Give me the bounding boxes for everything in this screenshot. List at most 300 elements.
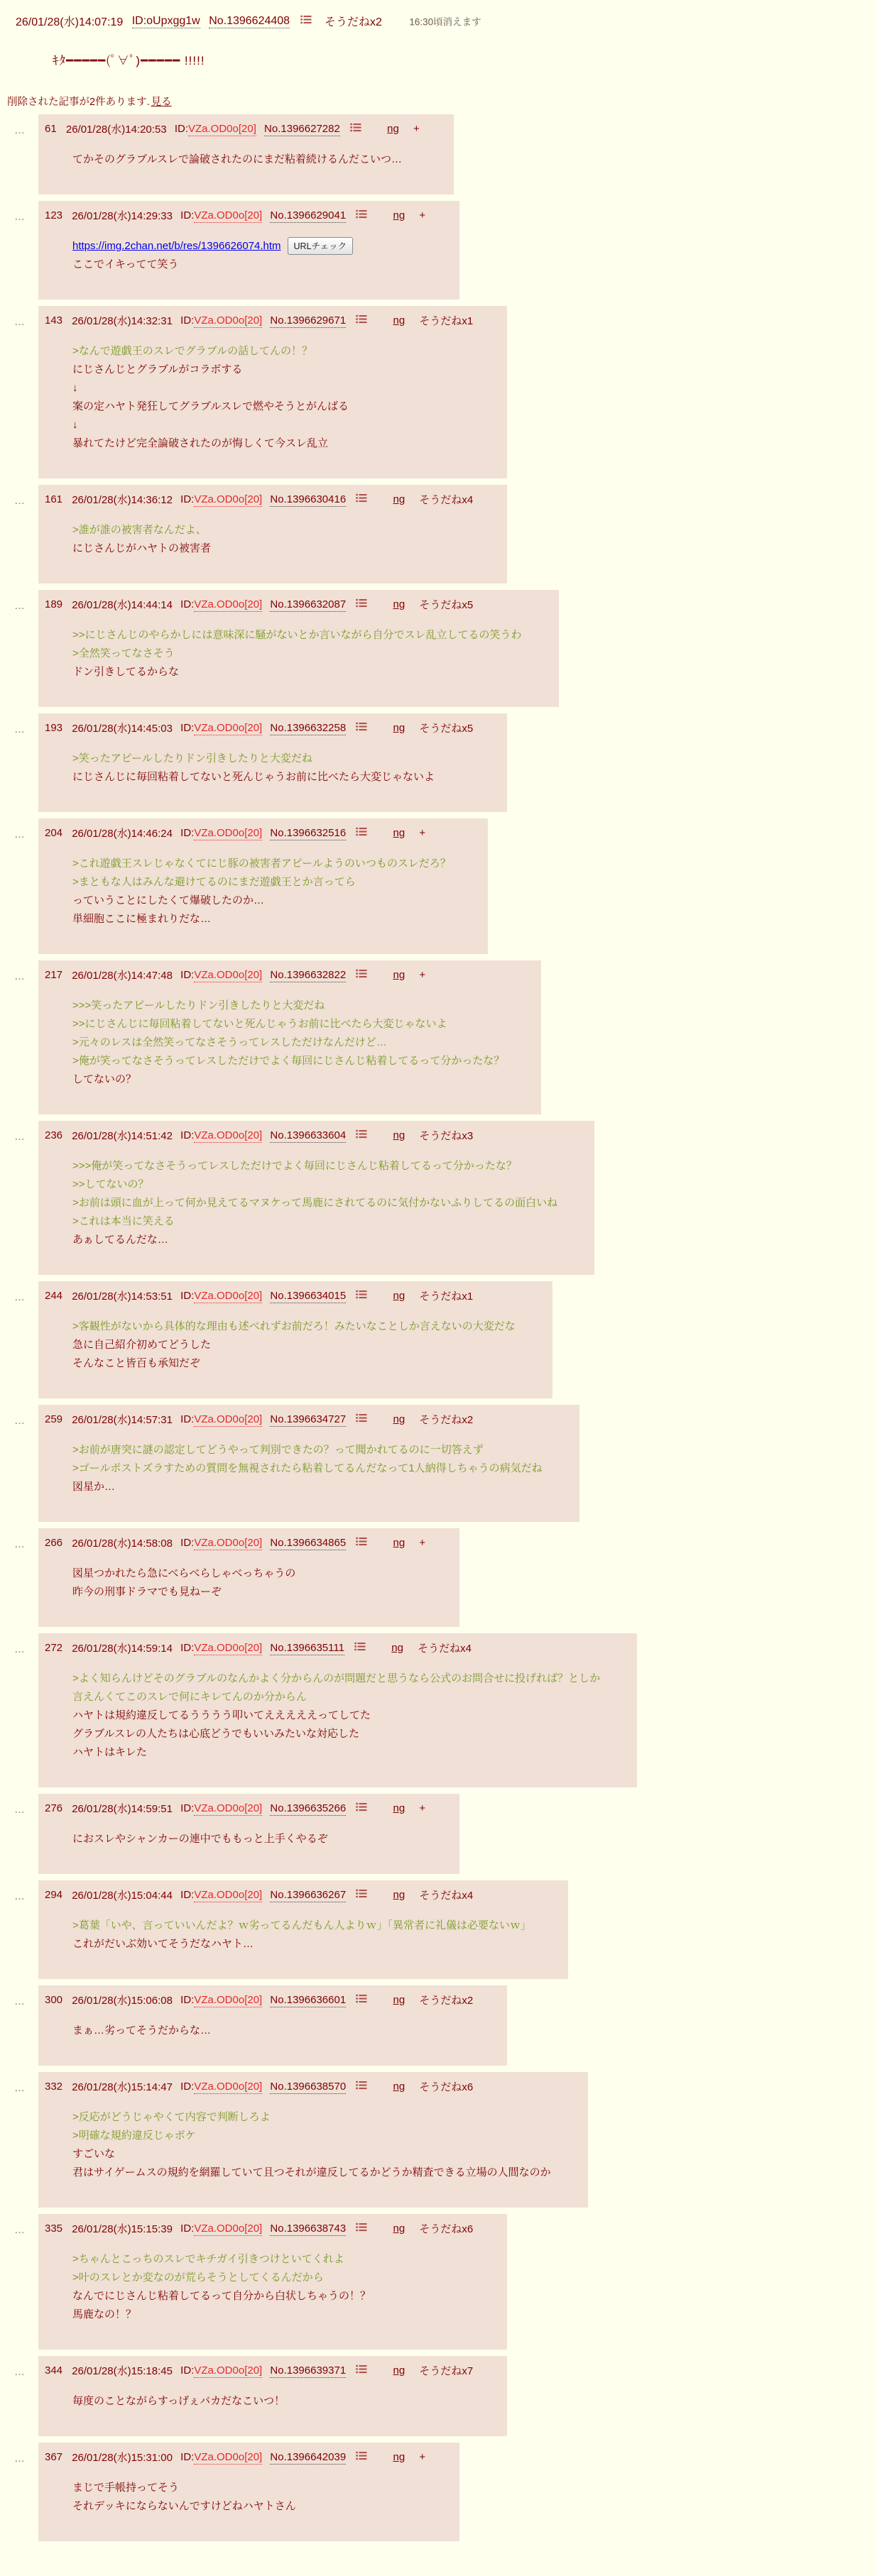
quote-line: >俺が笑ってなさそうってレスしただけでよく毎回にじさんじ粘着してるって分かったな？ bbox=[72, 1055, 505, 1067]
post-date: 26/01/28(水)14:44:14 bbox=[72, 599, 173, 611]
post-menu-icon[interactable] bbox=[356, 2451, 367, 2463]
post-id[interactable]: VZa.OD0o[20] bbox=[194, 2223, 263, 2235]
post-body bbox=[72, 1670, 600, 1762]
post-id[interactable]: VZa.OD0o[20] bbox=[194, 827, 263, 839]
post-body bbox=[72, 1317, 516, 1373]
post-body bbox=[72, 2108, 551, 2182]
sodane-button[interactable]: + bbox=[419, 2451, 426, 2463]
text-line: まぁ…劣ってそうだからな… bbox=[72, 2024, 212, 2037]
post-body bbox=[72, 1441, 543, 1496]
sodane-button[interactable]: そうだねx2 bbox=[419, 1414, 474, 1426]
post-date: 26/01/28(水)15:04:44 bbox=[72, 1890, 173, 1902]
ng-link[interactable]: ng bbox=[393, 827, 405, 839]
post-body bbox=[72, 1830, 423, 1848]
post-body bbox=[72, 2022, 470, 2040]
post-no[interactable]: No.1396629041 bbox=[270, 209, 347, 221]
post-quick-menu-dots[interactable]: … bbox=[14, 1538, 26, 1550]
post-body bbox=[72, 150, 417, 169]
post-date: 26/01/28(水)15:15:39 bbox=[72, 2223, 173, 2235]
post-quick-menu-dots[interactable]: … bbox=[14, 2082, 26, 2094]
post-header bbox=[45, 1640, 603, 1655]
post-quick-menu-dots[interactable]: … bbox=[14, 1291, 26, 1303]
post-id-label: ID: bbox=[180, 493, 195, 505]
quote-line: >これ遊戯王スレじゃなくてにじ豚の被害者アピールようのいつものスレだろ？ bbox=[72, 857, 451, 870]
text-line: そんなこと皆百も承知だぞ bbox=[72, 1357, 201, 1369]
post-body bbox=[72, 1917, 531, 1953]
ng-link[interactable]: ng bbox=[393, 969, 405, 981]
post-number[interactable]: 143 bbox=[45, 314, 63, 327]
post-id[interactable]: VZa.OD0o[20] bbox=[194, 493, 263, 505]
post-box bbox=[38, 1794, 459, 1874]
post-number[interactable]: 123 bbox=[45, 209, 63, 221]
text-line: 急に自己紹介初めてどうした bbox=[72, 1339, 212, 1351]
post-body bbox=[72, 1564, 423, 1601]
op-id[interactable]: ID:oUpxgg1w bbox=[131, 14, 200, 27]
sodane-button[interactable]: そうだねx3 bbox=[419, 1130, 474, 1142]
post-id-label: ID: bbox=[180, 2364, 195, 2377]
post-number[interactable]: 332 bbox=[45, 2081, 63, 2093]
text-line: てかそのグラブルスレで論破されたのにまだ粘着続けるんだこいつ… bbox=[72, 153, 402, 165]
quote-line: >>にじさんじのやらかしには意味深に騒がないとか言いながら自分でスレ乱立してるの笑うわ bbox=[72, 629, 522, 641]
post-number[interactable]: 266 bbox=[45, 1537, 63, 1549]
post-date: 26/01/28(水)15:18:45 bbox=[72, 2365, 173, 2377]
post-id-label: ID: bbox=[180, 827, 195, 839]
post-menu-icon[interactable] bbox=[356, 1413, 367, 1425]
post-row bbox=[6, 1528, 877, 1627]
post-no[interactable]: No.1396629671 bbox=[270, 314, 347, 327]
text-line: まじで手帳持ってそう bbox=[72, 2482, 180, 2494]
post-id[interactable]: VZa.OD0o[20] bbox=[187, 123, 256, 135]
post-no[interactable]: No.1396635111 bbox=[270, 1642, 344, 1654]
post-date: 26/01/28(水)14:58:08 bbox=[72, 1538, 173, 1550]
post-id-label: ID: bbox=[180, 598, 195, 610]
ng-link[interactable]: ng bbox=[393, 598, 405, 610]
post-number[interactable]: 236 bbox=[45, 1129, 63, 1141]
post-header bbox=[45, 1535, 425, 1550]
post-menu-icon[interactable] bbox=[354, 1642, 366, 1654]
post-box bbox=[38, 306, 507, 478]
post-id-label: ID: bbox=[180, 2223, 195, 2235]
post-id[interactable]: VZa.OD0o[20] bbox=[194, 1413, 263, 1425]
post-menu-icon[interactable] bbox=[356, 493, 367, 505]
post-id[interactable]: VZa.OD0o[20] bbox=[194, 598, 263, 610]
sodane-button[interactable]: そうだねx5 bbox=[419, 723, 474, 735]
post-id[interactable]: VZa.OD0o[20] bbox=[194, 1290, 263, 1302]
text-line: にじさんじとグラブルがコラボする bbox=[72, 363, 243, 376]
post-row bbox=[6, 2443, 877, 2541]
post-quick-menu-dots[interactable]: … bbox=[14, 1890, 26, 1902]
ng-link[interactable]: ng bbox=[393, 1889, 405, 1901]
post-number[interactable]: 189 bbox=[45, 598, 63, 610]
sodane-button[interactable]: + bbox=[419, 209, 426, 221]
post-quick-menu-dots[interactable]: … bbox=[14, 124, 26, 136]
text-line: 案の定ハヤト発狂してグラブルスレで燃やそうとがんばる bbox=[72, 400, 349, 412]
sodane-button[interactable]: そうだねx1 bbox=[419, 1290, 474, 1303]
sodane-button[interactable]: そうだねx6 bbox=[419, 2223, 474, 2235]
post-row bbox=[6, 485, 877, 583]
post-header bbox=[45, 1801, 425, 1816]
post-no[interactable]: No.1396633604 bbox=[270, 1129, 347, 1141]
post-date: 26/01/28(水)15:31:00 bbox=[72, 2452, 173, 2464]
post-number[interactable]: 217 bbox=[45, 969, 63, 981]
post-id-label: ID: bbox=[180, 209, 195, 221]
post-quick-menu-dots[interactable]: … bbox=[14, 723, 26, 735]
post-body bbox=[72, 626, 522, 681]
text-line: ハヤトはキレた bbox=[72, 1746, 147, 1758]
ng-link[interactable]: ng bbox=[393, 1802, 405, 1814]
post-id-label: ID: bbox=[180, 1413, 195, 1425]
post-date: 26/01/28(水)14:47:48 bbox=[72, 970, 173, 982]
post-number[interactable]: 161 bbox=[45, 493, 63, 505]
post-row bbox=[6, 1880, 877, 1979]
quote-line: >お前が唐突に謎の認定してどうやって判別できたの？って聞かれてるのに一切答えず bbox=[72, 1444, 484, 1456]
post-box bbox=[38, 1405, 579, 1522]
sodane-button[interactable]: + bbox=[419, 827, 426, 839]
post-box bbox=[38, 485, 507, 583]
post-no[interactable]: No.1396632822 bbox=[270, 969, 347, 981]
ng-link[interactable]: ng bbox=[393, 2081, 405, 2093]
post-no[interactable]: No.1396632516 bbox=[270, 827, 347, 839]
post-header bbox=[45, 2079, 554, 2094]
post-quick-menu-dots[interactable]: … bbox=[14, 2452, 26, 2465]
sodane-count[interactable]: そうだねx2 bbox=[324, 16, 382, 28]
post-id[interactable]: VZa.OD0o[20] bbox=[194, 2081, 263, 2093]
sodane-button[interactable]: そうだねx6 bbox=[419, 2081, 474, 2093]
ng-link[interactable]: ng bbox=[391, 1642, 403, 1654]
post-row bbox=[6, 818, 877, 954]
post-menu-icon[interactable] bbox=[356, 1129, 367, 1141]
post-number[interactable]: 300 bbox=[45, 1994, 63, 2006]
post-box bbox=[38, 818, 488, 954]
quote-line: >>してないの？ bbox=[72, 1178, 149, 1190]
post-date: 26/01/28(水)15:06:08 bbox=[72, 1995, 173, 2007]
post-menu-icon[interactable] bbox=[356, 2081, 367, 2093]
post-no[interactable]: No.1396636267 bbox=[270, 1889, 347, 1901]
post-row bbox=[6, 1794, 877, 1874]
post-no[interactable]: No.1396635266 bbox=[270, 1802, 347, 1814]
post-number[interactable]: 276 bbox=[45, 1802, 63, 1814]
post-no[interactable]: No.1396627282 bbox=[264, 123, 340, 135]
sodane-button[interactable]: + bbox=[419, 1537, 426, 1549]
op-post-text: ｷﾀ━━━━━(ﾟ∀ﾟ)━━━━━ !!!!! bbox=[53, 54, 205, 67]
post-body bbox=[72, 2250, 470, 2324]
post-row bbox=[6, 114, 877, 194]
text-line: にじさんじに毎回粘着してないと死んじゃうお前に比べたら大変じゃないよ bbox=[72, 771, 435, 783]
post-body bbox=[72, 237, 423, 274]
post-number[interactable]: 367 bbox=[45, 2451, 63, 2463]
post-id-label: ID: bbox=[180, 969, 195, 981]
post-no[interactable]: No.1396636601 bbox=[270, 1994, 347, 2006]
text-line: にじさんじがハヤトの被害者 bbox=[72, 542, 212, 554]
url-line bbox=[72, 237, 423, 256]
post-url-link[interactable]: https://img.2chan.net/b/res/1396626074.htm bbox=[72, 240, 281, 252]
post-number[interactable]: 272 bbox=[45, 1642, 63, 1654]
post-id[interactable]: VZa.OD0o[20] bbox=[194, 2364, 263, 2377]
post-menu-icon[interactable] bbox=[356, 209, 367, 221]
post-row bbox=[6, 1121, 877, 1275]
post-header bbox=[45, 1887, 534, 1902]
post-box bbox=[38, 114, 454, 194]
post-no[interactable]: No.1396638570 bbox=[270, 2081, 347, 2093]
sodane-button[interactable]: + bbox=[419, 969, 426, 981]
url-check-button[interactable]: URLチェック bbox=[288, 237, 354, 255]
text-line: してないの？ bbox=[72, 1073, 137, 1085]
post-row bbox=[6, 306, 877, 478]
post-box bbox=[38, 2214, 507, 2350]
post-id[interactable]: VZa.OD0o[20] bbox=[194, 1129, 263, 1141]
post-quick-menu-dots[interactable]: … bbox=[14, 2366, 26, 2378]
post-date: 26/01/28(水)14:45:03 bbox=[72, 723, 173, 735]
post-menu-icon[interactable] bbox=[356, 969, 367, 981]
post-date: 26/01/28(水)15:14:47 bbox=[72, 2081, 173, 2093]
post-menu-icon[interactable] bbox=[356, 1290, 367, 1302]
op-date: 26/01/28(水)14:07:19 bbox=[16, 16, 124, 28]
post-header bbox=[45, 492, 473, 507]
quote-line: >>にじさんじに毎回粘着してないと死んじゃうお前に比べたら大変じゃないよ bbox=[72, 1018, 447, 1030]
ng-link[interactable]: ng bbox=[393, 1129, 405, 1141]
ng-link[interactable]: ng bbox=[393, 314, 405, 327]
ng-link[interactable]: ng bbox=[393, 2223, 405, 2235]
post-body bbox=[72, 2392, 470, 2411]
post-menu-icon[interactable] bbox=[356, 1889, 367, 1901]
post-date: 26/01/28(水)14:32:31 bbox=[72, 315, 173, 327]
post-quick-menu-dots[interactable]: … bbox=[14, 600, 26, 612]
post-id[interactable]: VZa.OD0o[20] bbox=[194, 1889, 263, 1901]
post-number[interactable]: 193 bbox=[45, 722, 63, 734]
post-date: 26/01/28(水)14:57:31 bbox=[72, 1414, 173, 1426]
sodane-button[interactable]: そうだねx4 bbox=[419, 494, 474, 506]
quote-line: >まともな人はみんな避けてるのにまだ遊戯王とか言ってら bbox=[72, 876, 356, 888]
post-header bbox=[45, 208, 425, 223]
ng-link[interactable]: ng bbox=[387, 123, 399, 135]
post-no[interactable]: No.1396639371 bbox=[270, 2364, 347, 2377]
sodane-button[interactable]: そうだねx4 bbox=[419, 1890, 474, 1902]
post-id-label: ID: bbox=[180, 1537, 195, 1549]
post-number[interactable]: 61 bbox=[45, 123, 57, 135]
post-no[interactable]: No.1396634727 bbox=[270, 1413, 347, 1425]
post-id[interactable]: VZa.OD0o[20] bbox=[194, 1802, 263, 1814]
sodane-button[interactable]: + bbox=[413, 123, 420, 135]
quote-line: >>>俺が笑ってなさそうってレスしただけでよく毎回にじさんじ粘着してるって分かったな？ bbox=[72, 1160, 517, 1172]
post-body bbox=[72, 1157, 557, 1249]
quote-line: >客観性がないから具体的な理由も述べれずお前だろ！みたいなことしか言えないの大変だな bbox=[72, 1320, 516, 1332]
sodane-button[interactable]: そうだねx7 bbox=[419, 2365, 474, 2377]
post-no[interactable]: No.1396634865 bbox=[270, 1537, 347, 1549]
post-header bbox=[45, 597, 525, 612]
text-line: ↓ bbox=[72, 382, 78, 394]
quote-line: >これは本当に笑える bbox=[72, 1215, 175, 1227]
deleted-notice bbox=[7, 94, 877, 109]
post-row bbox=[6, 590, 877, 707]
quote-line: 言えんくてこのスレで何にキレてんのか分からん bbox=[72, 1691, 307, 1703]
deleted-notice-text: 削除された記事が2件あります. bbox=[7, 97, 150, 108]
post-row bbox=[6, 960, 877, 1114]
post-header bbox=[45, 1288, 518, 1303]
text-line: におスレやシャンカーの連中でももっと上手くやるぞ bbox=[72, 1833, 328, 1845]
quote-line: >誰が誰の被害者なんだよ、 bbox=[72, 524, 207, 536]
post-quick-menu-dots[interactable]: … bbox=[14, 316, 26, 328]
text-line: 図星つかれたら急にべらべらしゃべっちゃうの bbox=[72, 1567, 296, 1579]
post-row bbox=[6, 201, 877, 300]
post-number[interactable]: 335 bbox=[45, 2223, 63, 2235]
post-no[interactable]: No.1396642039 bbox=[270, 2451, 347, 2463]
ng-link[interactable]: ng bbox=[393, 722, 405, 734]
post-id-label: ID: bbox=[180, 1994, 195, 2006]
post-quick-menu-dots[interactable]: … bbox=[14, 211, 26, 223]
sodane-button[interactable]: そうだねx2 bbox=[419, 1995, 474, 2007]
post-menu-icon[interactable] bbox=[356, 1994, 367, 2006]
post-no[interactable]: No.1396638743 bbox=[270, 2223, 347, 2235]
post-list bbox=[6, 114, 877, 2541]
post-quick-menu-dots[interactable]: … bbox=[14, 970, 26, 982]
text-line: なんでにじさんじ粘着してるって自分から白状しちゃうの！？ bbox=[72, 2290, 371, 2302]
post-date: 26/01/28(水)14:59:14 bbox=[72, 1643, 173, 1655]
post-no[interactable]: No.1396632087 bbox=[270, 598, 347, 610]
post-no[interactable]: No.1396630416 bbox=[270, 493, 347, 505]
post-quick-menu-dots[interactable]: … bbox=[14, 1643, 26, 1655]
text-line: ここでイキってて笑う bbox=[72, 258, 179, 270]
post-row bbox=[6, 1985, 877, 2066]
post-id[interactable]: VZa.OD0o[20] bbox=[194, 1642, 263, 1654]
ng-link[interactable]: ng bbox=[393, 2451, 405, 2463]
sodane-button[interactable]: そうだねx1 bbox=[419, 315, 474, 327]
quote-line: >ちゃんとこっちのスレでキチガイ引きつけといてくれよ bbox=[72, 2253, 344, 2265]
quote-line: >明確な規約違反じゃボケ bbox=[72, 2130, 196, 2142]
post-row bbox=[6, 1281, 877, 1398]
post-box bbox=[38, 2072, 588, 2208]
post-id-label: ID: bbox=[180, 1642, 195, 1654]
post-id[interactable]: VZa.OD0o[20] bbox=[194, 1994, 263, 2006]
post-box bbox=[38, 590, 559, 707]
post-menu-icon[interactable] bbox=[356, 722, 367, 734]
post-body bbox=[72, 997, 504, 1089]
post-number[interactable]: 294 bbox=[45, 1889, 63, 1901]
post-quick-menu-dots[interactable]: … bbox=[14, 828, 26, 840]
post-header bbox=[45, 2221, 473, 2236]
quote-line: >叶のスレとか変なのが荒らそうとしてくるんだから bbox=[72, 2271, 324, 2284]
text-line: 君はサイゲームスの規約を網羅していて且つそれが違反してるかどうか精査できる立場の人間なのか bbox=[72, 2166, 551, 2178]
post-header bbox=[45, 2363, 473, 2378]
quote-line: >葛葉「いや、言っていいんだよ？ｗ劣ってるんだもん人よりｗ」「異常者に礼儀は必要ないｗ」 bbox=[72, 1919, 531, 1931]
post-date: 26/01/28(水)14:59:51 bbox=[72, 1803, 173, 1815]
post-date: 26/01/28(水)14:36:12 bbox=[72, 494, 173, 506]
post-quick-menu-dots[interactable]: … bbox=[14, 1131, 26, 1143]
post-menu-icon[interactable] bbox=[356, 827, 367, 839]
quote-line: >元々のレスは全然笑ってなさそうってレスしただけなんだけど… bbox=[72, 1036, 387, 1048]
post-box bbox=[38, 1633, 637, 1787]
quote-line: >よく知らんけどそのグラブルのなんかよく分からんのが問題だと思うなら公式のお問合せに投げれば？としか bbox=[72, 1672, 601, 1684]
post-id-label: ID: bbox=[180, 314, 195, 327]
text-line: ハヤトは規約違反してるうううう叩いてえええええってしてた bbox=[72, 1709, 371, 1721]
post-box bbox=[38, 2356, 507, 2436]
post-menu-icon[interactable] bbox=[356, 598, 367, 610]
text-line: っていうことにしたくて爆破したのか… bbox=[72, 894, 265, 906]
post-no[interactable]: No.1396632258 bbox=[270, 722, 347, 734]
post-quick-menu-dots[interactable]: … bbox=[14, 1804, 26, 1816]
post-row bbox=[6, 2072, 877, 2208]
post-menu-icon[interactable] bbox=[356, 1537, 367, 1549]
text-line: すごいな bbox=[72, 2148, 116, 2160]
text-line: ドン引きしてるからな bbox=[72, 666, 180, 678]
sodane-button[interactable]: + bbox=[419, 1802, 426, 1814]
post-number[interactable]: 259 bbox=[45, 1413, 63, 1425]
post-date: 26/01/28(水)14:51:42 bbox=[72, 1130, 173, 1142]
post-menu-icon[interactable] bbox=[356, 2364, 367, 2377]
post-id[interactable]: VZa.OD0o[20] bbox=[194, 722, 263, 734]
post-menu-icon[interactable] bbox=[356, 2223, 367, 2235]
post-date: 26/01/28(水)14:46:24 bbox=[72, 828, 173, 840]
post-header bbox=[45, 313, 473, 328]
post-id[interactable]: VZa.OD0o[20] bbox=[194, 314, 263, 327]
ng-link[interactable]: ng bbox=[393, 1994, 405, 2006]
ng-link[interactable]: ng bbox=[393, 209, 405, 221]
post-header bbox=[45, 968, 507, 982]
post-body bbox=[72, 342, 470, 453]
post-quick-menu-dots[interactable]: … bbox=[14, 495, 26, 507]
post-menu-icon[interactable] bbox=[356, 314, 367, 327]
ng-link[interactable]: ng bbox=[393, 1413, 405, 1425]
post-number[interactable]: 344 bbox=[45, 2364, 63, 2377]
post-id-label: ID: bbox=[180, 1889, 195, 1901]
ng-link[interactable]: ng bbox=[393, 2364, 405, 2377]
op-post-number[interactable]: No.1396624408 bbox=[209, 14, 290, 27]
post-id[interactable]: VZa.OD0o[20] bbox=[194, 209, 263, 221]
text-line: 馬鹿なの！？ bbox=[72, 2308, 137, 2320]
quote-line: >お前は頭に血が上って何か見えてるマヌケって馬鹿にされてるのに気付かないふりしてるの面白いね bbox=[72, 1197, 558, 1209]
post-menu-icon[interactable] bbox=[300, 15, 312, 28]
post-menu-icon[interactable] bbox=[350, 123, 361, 135]
post-date: 26/01/28(水)14:20:53 bbox=[65, 124, 167, 136]
ng-link[interactable]: ng bbox=[393, 1290, 405, 1302]
deleted-notice-show-link[interactable]: 見る bbox=[151, 97, 172, 108]
ng-link[interactable]: ng bbox=[393, 493, 405, 505]
post-box bbox=[38, 960, 541, 1114]
post-box bbox=[38, 2443, 459, 2541]
post-row bbox=[6, 1405, 877, 1522]
text-line: これがだいぶ効いてそうだなハヤト… bbox=[72, 1938, 254, 1950]
post-id-label: ID: bbox=[180, 2451, 195, 2463]
post-date: 26/01/28(水)14:53:51 bbox=[72, 1290, 173, 1303]
text-line: ↓ bbox=[72, 419, 78, 431]
post-body bbox=[72, 2479, 423, 2516]
post-box bbox=[38, 1880, 568, 1979]
post-quick-menu-dots[interactable]: … bbox=[14, 1995, 26, 2007]
text-line: あぁしてるんだな… bbox=[72, 1234, 168, 1246]
text-line: 単細胞ここに極まれりだな… bbox=[72, 913, 212, 925]
post-number[interactable]: 204 bbox=[45, 827, 63, 839]
text-line: 暴れてたけど完全論破されたのが悔しくて今スレ乱立 bbox=[72, 437, 329, 449]
ng-link[interactable]: ng bbox=[393, 1537, 405, 1549]
quote-line: >>>笑ったアピールしたりドン引きしたりと大変だね bbox=[72, 999, 325, 1012]
post-id[interactable]: VZa.OD0o[20] bbox=[194, 2451, 263, 2463]
post-number[interactable]: 244 bbox=[45, 1290, 63, 1302]
post-body bbox=[72, 521, 470, 558]
post-id[interactable]: VZa.OD0o[20] bbox=[194, 1537, 263, 1549]
post-box bbox=[38, 1528, 459, 1627]
post-header bbox=[45, 2450, 425, 2465]
post-quick-menu-dots[interactable]: … bbox=[14, 2224, 26, 2236]
post-body bbox=[72, 855, 451, 928]
post-quick-menu-dots[interactable]: … bbox=[14, 1415, 26, 1427]
sodane-button[interactable]: そうだねx4 bbox=[418, 1643, 472, 1655]
post-no[interactable]: No.1396634015 bbox=[270, 1290, 347, 1302]
post-id[interactable]: VZa.OD0o[20] bbox=[194, 969, 263, 981]
quote-line: >全然笑ってなさそう bbox=[72, 647, 175, 659]
expiry-notice: 16:30頃消えます bbox=[409, 16, 481, 28]
quote-line: >ゴールポストズラすための質問を無視されたら粘着してるんだなって1人納得しちゃうの病気だね bbox=[72, 1462, 543, 1474]
post-menu-icon[interactable] bbox=[356, 1802, 367, 1814]
sodane-button[interactable]: そうだねx5 bbox=[419, 599, 474, 611]
